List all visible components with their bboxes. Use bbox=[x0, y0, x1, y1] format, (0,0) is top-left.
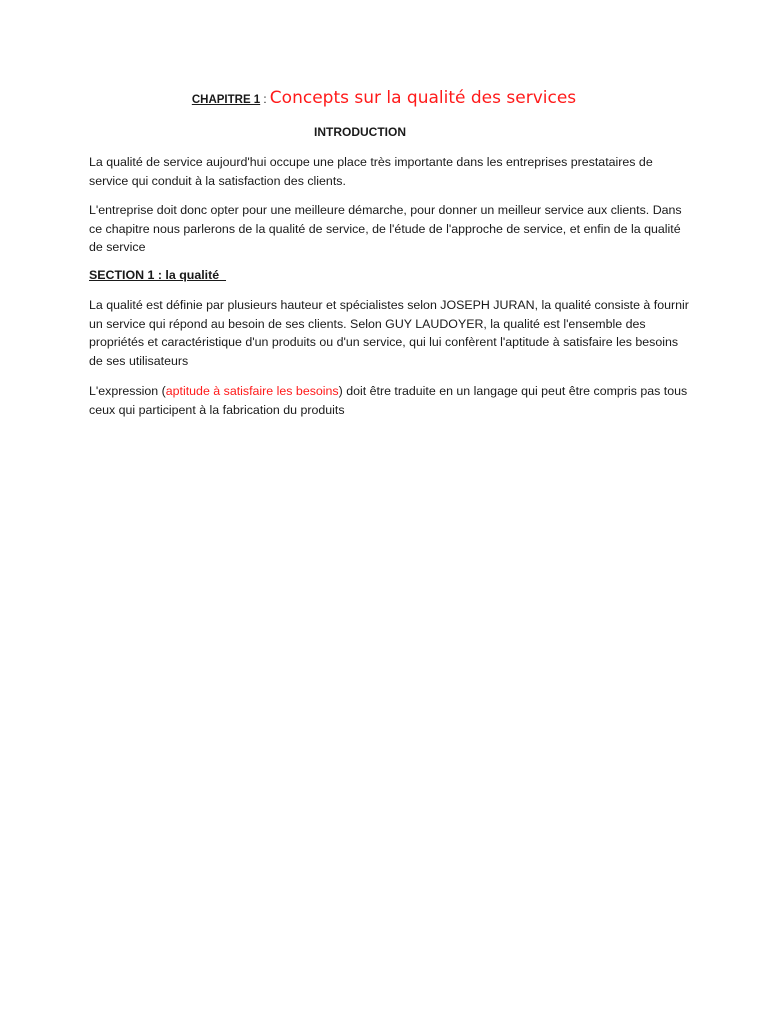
expression-highlight: aptitude à satisfaire les besoins bbox=[165, 384, 339, 398]
section-1-paragraph-2 bbox=[89, 382, 689, 419]
section-1-paragraph-1: La qualité est définie par plusieurs hauteur et spécialistes selon JOSEPH JURAN, la qualité consiste à fournir un service qui répond au besoin de ses clients. Selon GUY LAUDOYER, la qualité est l'ensemble des propriétés et caractéristique d'un produits ou d'un service, qui lui confèrent l'aptitude à satisfaire les besoins de ses utilisateurs bbox=[89, 298, 689, 368]
introduction-paragraph-2: L'entreprise doit donc opter pour une meilleure démarche, pour donner un meilleur service aux clients. Dans ce chapitre nous parlerons de la qualité de service, de l'étude de l'approche de service, et enfin de la qualité de service bbox=[89, 203, 682, 255]
expression-text-after: ) doit être traduite en un langage qui peut être compris pas tous ceux qui participent à la fabrication du produits bbox=[89, 384, 688, 417]
section-1-title: SECTION 1 : la qualité bbox=[89, 268, 227, 282]
introduction-paragraph-1: La qualité de service aujourd'hui occupe une place très importante dans les entreprises prestataires de service qui conduit à la satisfaction des clients. bbox=[89, 155, 653, 188]
chapter-title: Concepts sur la qualité des services bbox=[269, 88, 577, 108]
chapter-separator: : bbox=[260, 94, 270, 106]
chapter-heading bbox=[0, 88, 768, 108]
introduction-title: INTRODUCTION bbox=[314, 125, 406, 139]
expression-text-before: L'expression ( bbox=[89, 384, 166, 398]
chapter-label: CHAPITRE 1 bbox=[191, 94, 261, 106]
